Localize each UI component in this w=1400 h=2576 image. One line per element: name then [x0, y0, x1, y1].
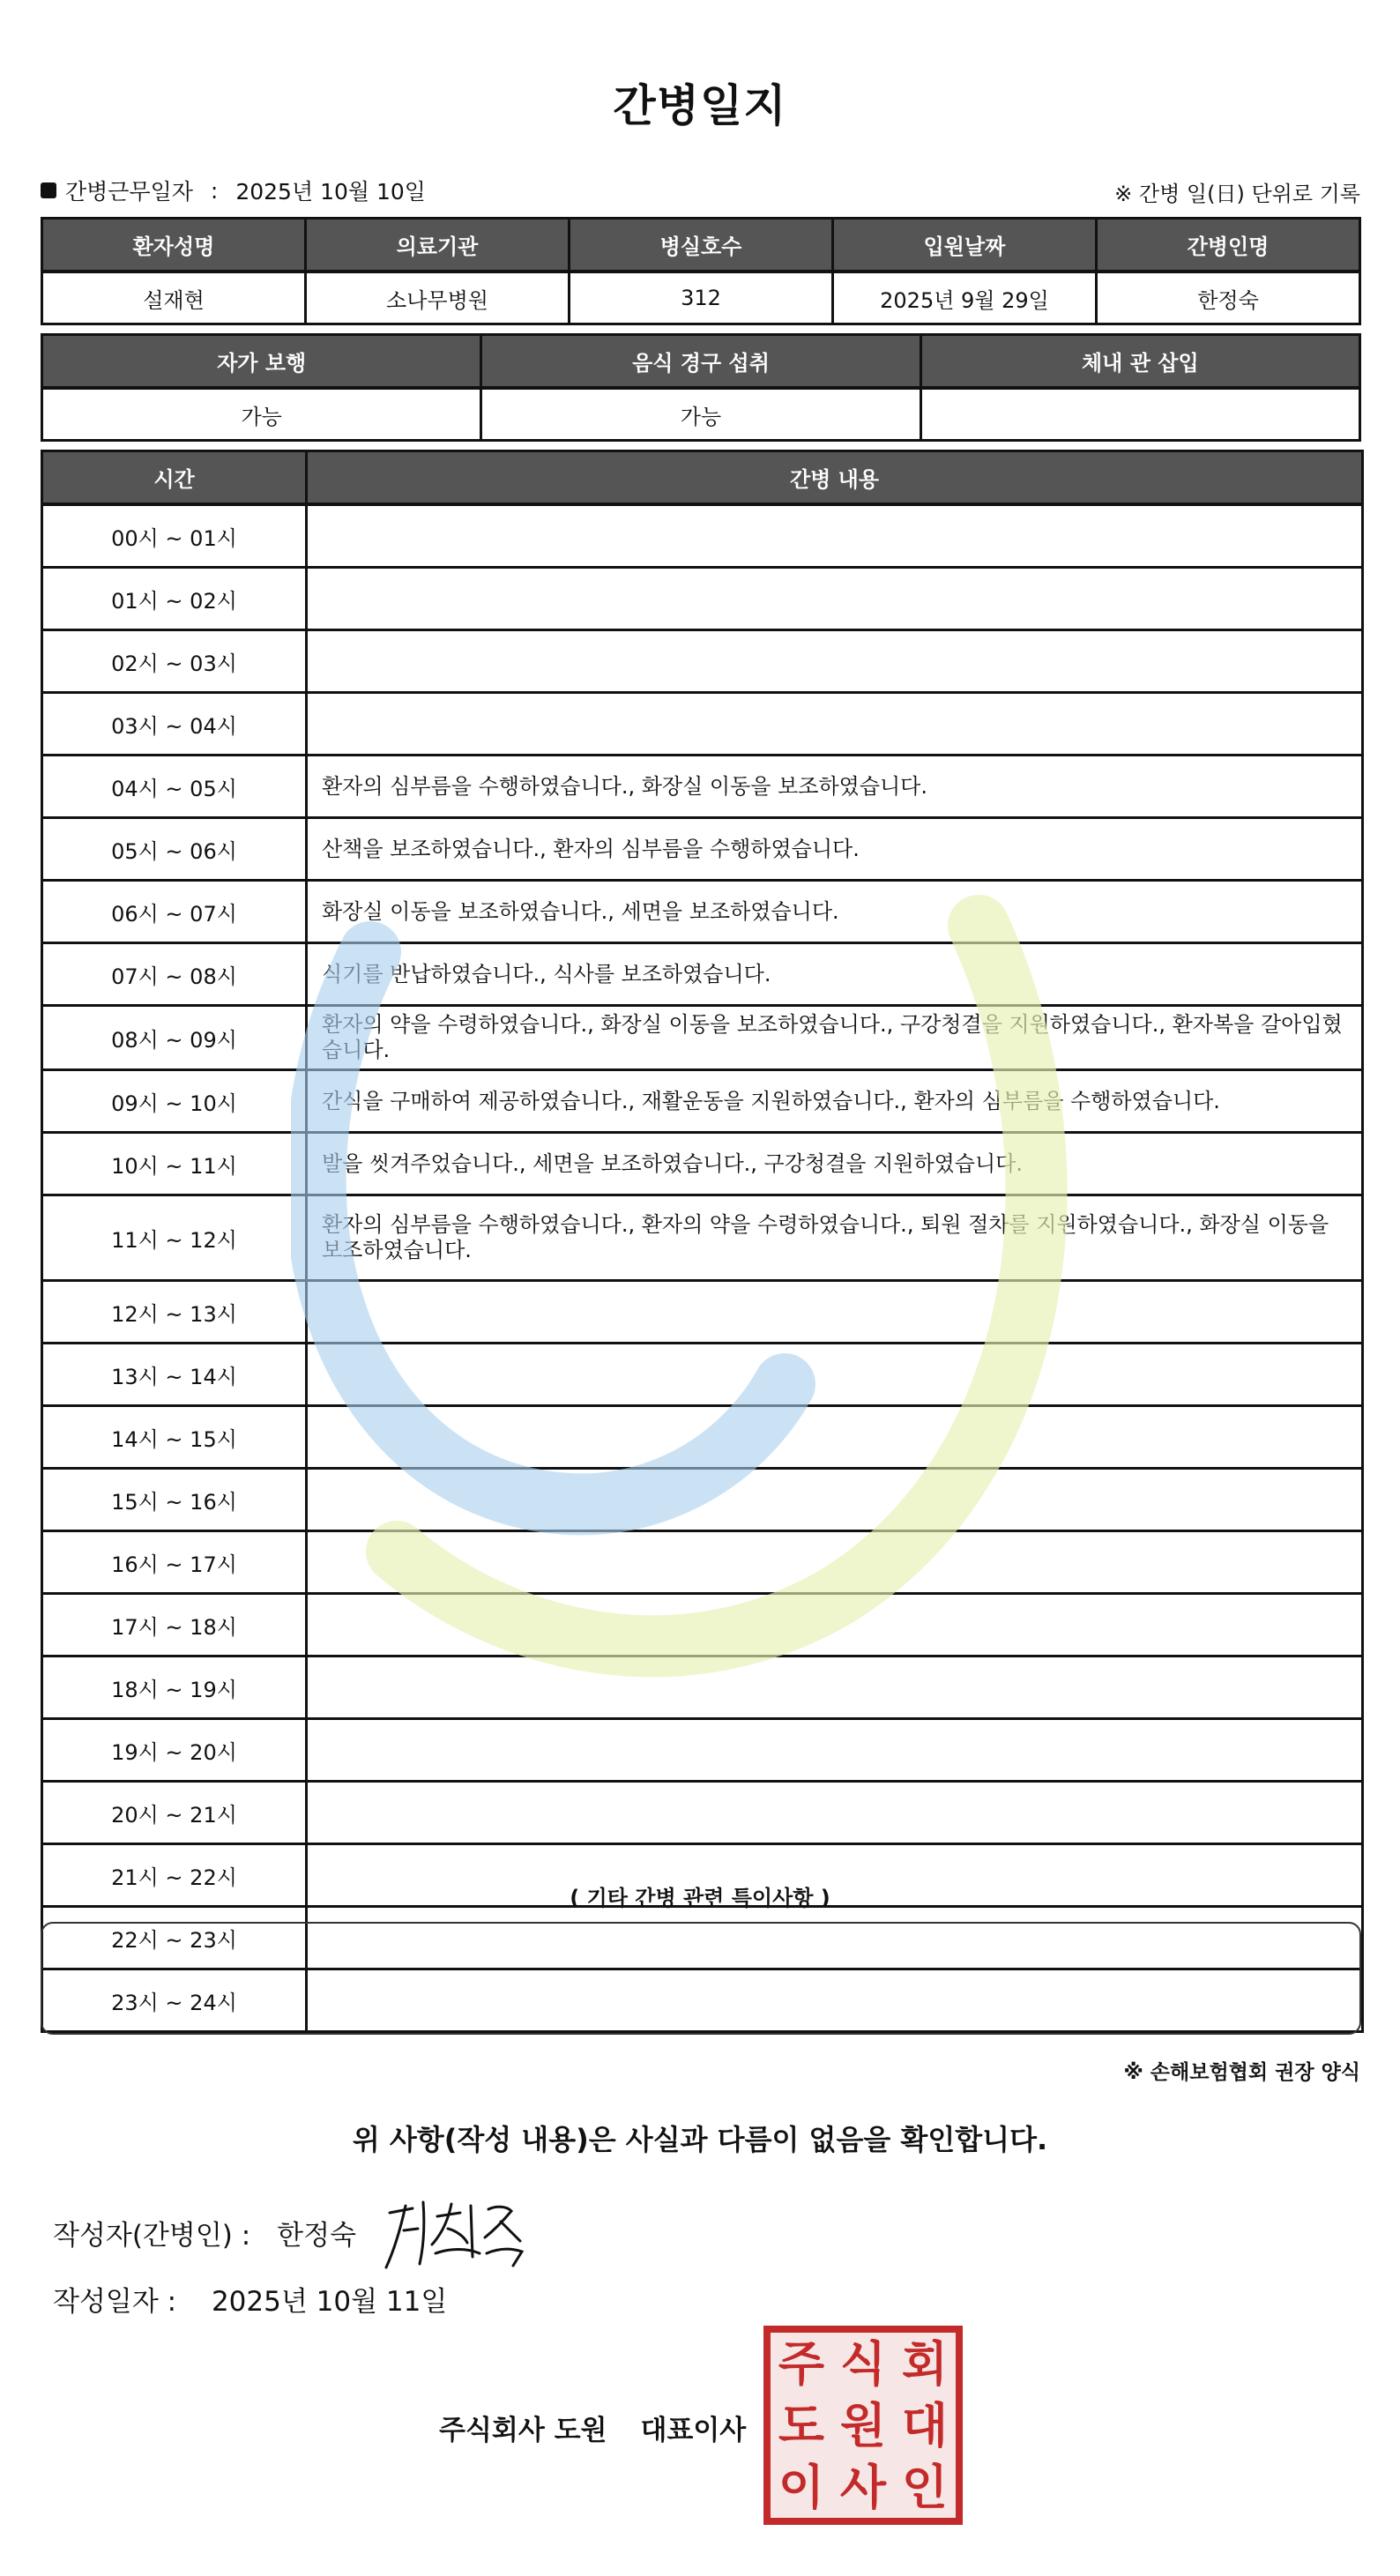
log-time: 17시 ~ 18시 — [42, 1594, 307, 1657]
header-oral-intake: 음식 경구 섭취 — [481, 335, 920, 389]
log-content — [307, 630, 1363, 693]
header-caregiver-name: 간병인명 — [1097, 219, 1360, 272]
log-time: 12시 ~ 13시 — [42, 1281, 307, 1344]
header-hospital: 의료기관 — [306, 219, 570, 272]
remarks-title: ( 기타 간병 관련 특이사항 ) — [570, 1886, 830, 1910]
confirmation-statement: 위 사항(작성 내용)은 사실과 다름이 없음을 확인합니다. — [352, 2123, 1048, 2156]
writer-label: 작성자(간병인) : — [53, 2220, 251, 2252]
log-row — [42, 504, 1363, 568]
seal-character: 식 — [839, 2335, 887, 2392]
seal-character: 사 — [839, 2459, 887, 2515]
log-time: 21시 ~ 22시 — [42, 1844, 307, 1907]
log-time: 07시 ~ 08시 — [42, 943, 307, 1006]
log-content — [307, 1719, 1363, 1782]
seal-character: 인 — [901, 2459, 949, 2515]
log-time: 11시 ~ 12시 — [42, 1195, 307, 1281]
log-content — [307, 1531, 1363, 1594]
log-row — [42, 1719, 1363, 1782]
log-content — [307, 1657, 1363, 1719]
log-row — [42, 818, 1363, 881]
log-row — [42, 1195, 1363, 1281]
log-content: 화장실 이동을 보조하였습니다., 세면을 보조하였습니다. — [307, 881, 1363, 943]
seal-character: 도 — [778, 2397, 825, 2453]
log-row — [42, 1281, 1363, 1344]
patient-name: 설재현 — [42, 272, 306, 324]
log-content: 발을 씻겨주었습니다., 세면을 보조하였습니다., 구강청결을 지원하였습니다. — [307, 1133, 1363, 1195]
log-row — [42, 1406, 1363, 1469]
company-seal — [763, 2326, 963, 2525]
log-row — [42, 1133, 1363, 1195]
remarks-box — [41, 1922, 1361, 2035]
work-date-colon: : — [210, 177, 219, 204]
log-row — [42, 630, 1363, 693]
header-self-walking: 자가 보행 — [42, 335, 481, 389]
log-content — [307, 504, 1363, 568]
log-row — [42, 1782, 1363, 1844]
handwritten-signature — [379, 2186, 529, 2274]
log-time: 14시 ~ 15시 — [42, 1406, 307, 1469]
company-name: 주식회사 도원 — [439, 2415, 607, 2446]
source-note: ※ 손해보험협회 권장 양식 — [1123, 2061, 1360, 2084]
header-room-number: 병실호수 — [570, 219, 833, 272]
log-row — [42, 881, 1363, 943]
patient-status-table — [41, 333, 1361, 442]
writer-line — [53, 2213, 356, 2252]
log-time: 20시 ~ 21시 — [42, 1782, 307, 1844]
log-content: 간식을 구매하여 제공하였습니다., 재활운동을 지원하였습니다., 환자의 심부름을 수행하였습니다. — [307, 1070, 1363, 1133]
log-row — [42, 693, 1363, 756]
log-content — [307, 1782, 1363, 1844]
log-time: 22시 ~ 23시 — [42, 1907, 307, 1969]
log-time: 18시 ~ 19시 — [42, 1657, 307, 1719]
written-date-line — [53, 2279, 447, 2319]
log-content: 식기를 반납하였습니다., 식사를 보조하였습니다. — [307, 943, 1363, 1006]
log-content — [307, 1406, 1363, 1469]
tube-insertion — [920, 388, 1359, 441]
log-row — [42, 943, 1363, 1006]
log-content — [307, 693, 1363, 756]
log-content — [307, 568, 1363, 630]
log-content: 환자의 심부름을 수행하였습니다., 환자의 약을 수령하였습니다., 퇴원 절차를 지원하였습니다., 화장실 이동을 보조하였습니다. — [307, 1195, 1363, 1281]
log-content: 산책을 보조하였습니다., 환자의 심부름을 수행하였습니다. — [307, 818, 1363, 881]
log-content — [307, 1469, 1363, 1531]
header-admission-date: 입원날짜 — [833, 219, 1097, 272]
header-tube-insertion: 체내 관 삽입 — [920, 335, 1359, 389]
log-row — [42, 1594, 1363, 1657]
seal-character: 이 — [778, 2459, 825, 2515]
square-bullet-icon — [41, 182, 56, 198]
log-row — [42, 756, 1363, 818]
log-row — [42, 1469, 1363, 1531]
seal-character: 원 — [839, 2397, 887, 2453]
company-title: 대표이사 — [640, 2415, 747, 2446]
log-time: 01시 ~ 02시 — [42, 568, 307, 630]
page-title: 간병일지 — [613, 80, 787, 131]
log-time: 00시 ~ 01시 — [42, 504, 307, 568]
log-time: 09시 ~ 10시 — [42, 1070, 307, 1133]
work-date-label: 간병근무일자 — [65, 179, 193, 205]
caregiver-name: 한정숙 — [1097, 272, 1360, 324]
oral-intake: 가능 — [481, 388, 920, 441]
care-log-body — [42, 504, 1363, 2032]
daily-record-note: ※ 간병 일(日) 단위로 기록 — [1114, 182, 1360, 206]
header-time: 시간 — [42, 451, 307, 505]
self-walking: 가능 — [42, 388, 481, 441]
work-date-value: 2025년 10월 10일 — [235, 179, 426, 205]
log-time: 04시 ~ 05시 — [42, 756, 307, 818]
log-time: 08시 ~ 09시 — [42, 1006, 307, 1070]
log-content: 환자의 약을 수령하였습니다., 화장실 이동을 보조하였습니다., 구강청결을 지원하였습니다., 환자복을 갈아입혔습니다. — [307, 1006, 1363, 1070]
company-line — [439, 2408, 746, 2447]
seal-character: 대 — [901, 2397, 949, 2453]
work-date-line — [41, 175, 426, 206]
written-date-label: 작성일자 : — [53, 2286, 177, 2318]
care-log-table — [41, 450, 1364, 2033]
log-row — [42, 1657, 1363, 1719]
log-time: 02시 ~ 03시 — [42, 630, 307, 693]
log-time: 10시 ~ 11시 — [42, 1133, 307, 1195]
log-time: 03시 ~ 04시 — [42, 693, 307, 756]
log-row — [42, 1531, 1363, 1594]
log-time: 05시 ~ 06시 — [42, 818, 307, 881]
hospital: 소나무병원 — [306, 272, 570, 324]
log-time: 16시 ~ 17시 — [42, 1531, 307, 1594]
log-time: 06시 ~ 07시 — [42, 881, 307, 943]
log-content — [307, 1281, 1363, 1344]
header-patient-name: 환자성명 — [42, 219, 306, 272]
admission-date: 2025년 9월 29일 — [833, 272, 1097, 324]
writer-name: 한정숙 — [277, 2220, 357, 2252]
log-time: 19시 ~ 20시 — [42, 1719, 307, 1782]
log-row — [42, 1006, 1363, 1070]
log-content — [307, 1344, 1363, 1406]
log-content — [307, 1594, 1363, 1657]
log-time: 13시 ~ 14시 — [42, 1344, 307, 1406]
log-time: 23시 ~ 24시 — [42, 1969, 307, 2032]
header-care-content: 간병 내용 — [307, 451, 1363, 505]
log-row — [42, 568, 1363, 630]
seal-inner — [771, 2333, 956, 2518]
room-number: 312 — [570, 272, 833, 324]
written-date-value: 2025년 10월 11일 — [211, 2286, 448, 2318]
log-time: 15시 ~ 16시 — [42, 1469, 307, 1531]
patient-info-table — [41, 217, 1361, 325]
seal-character: 주 — [778, 2335, 825, 2392]
log-content: 환자의 심부름을 수행하였습니다., 화장실 이동을 보조하였습니다. — [307, 756, 1363, 818]
log-row — [42, 1070, 1363, 1133]
log-row — [42, 1344, 1363, 1406]
seal-character: 회 — [901, 2335, 949, 2392]
